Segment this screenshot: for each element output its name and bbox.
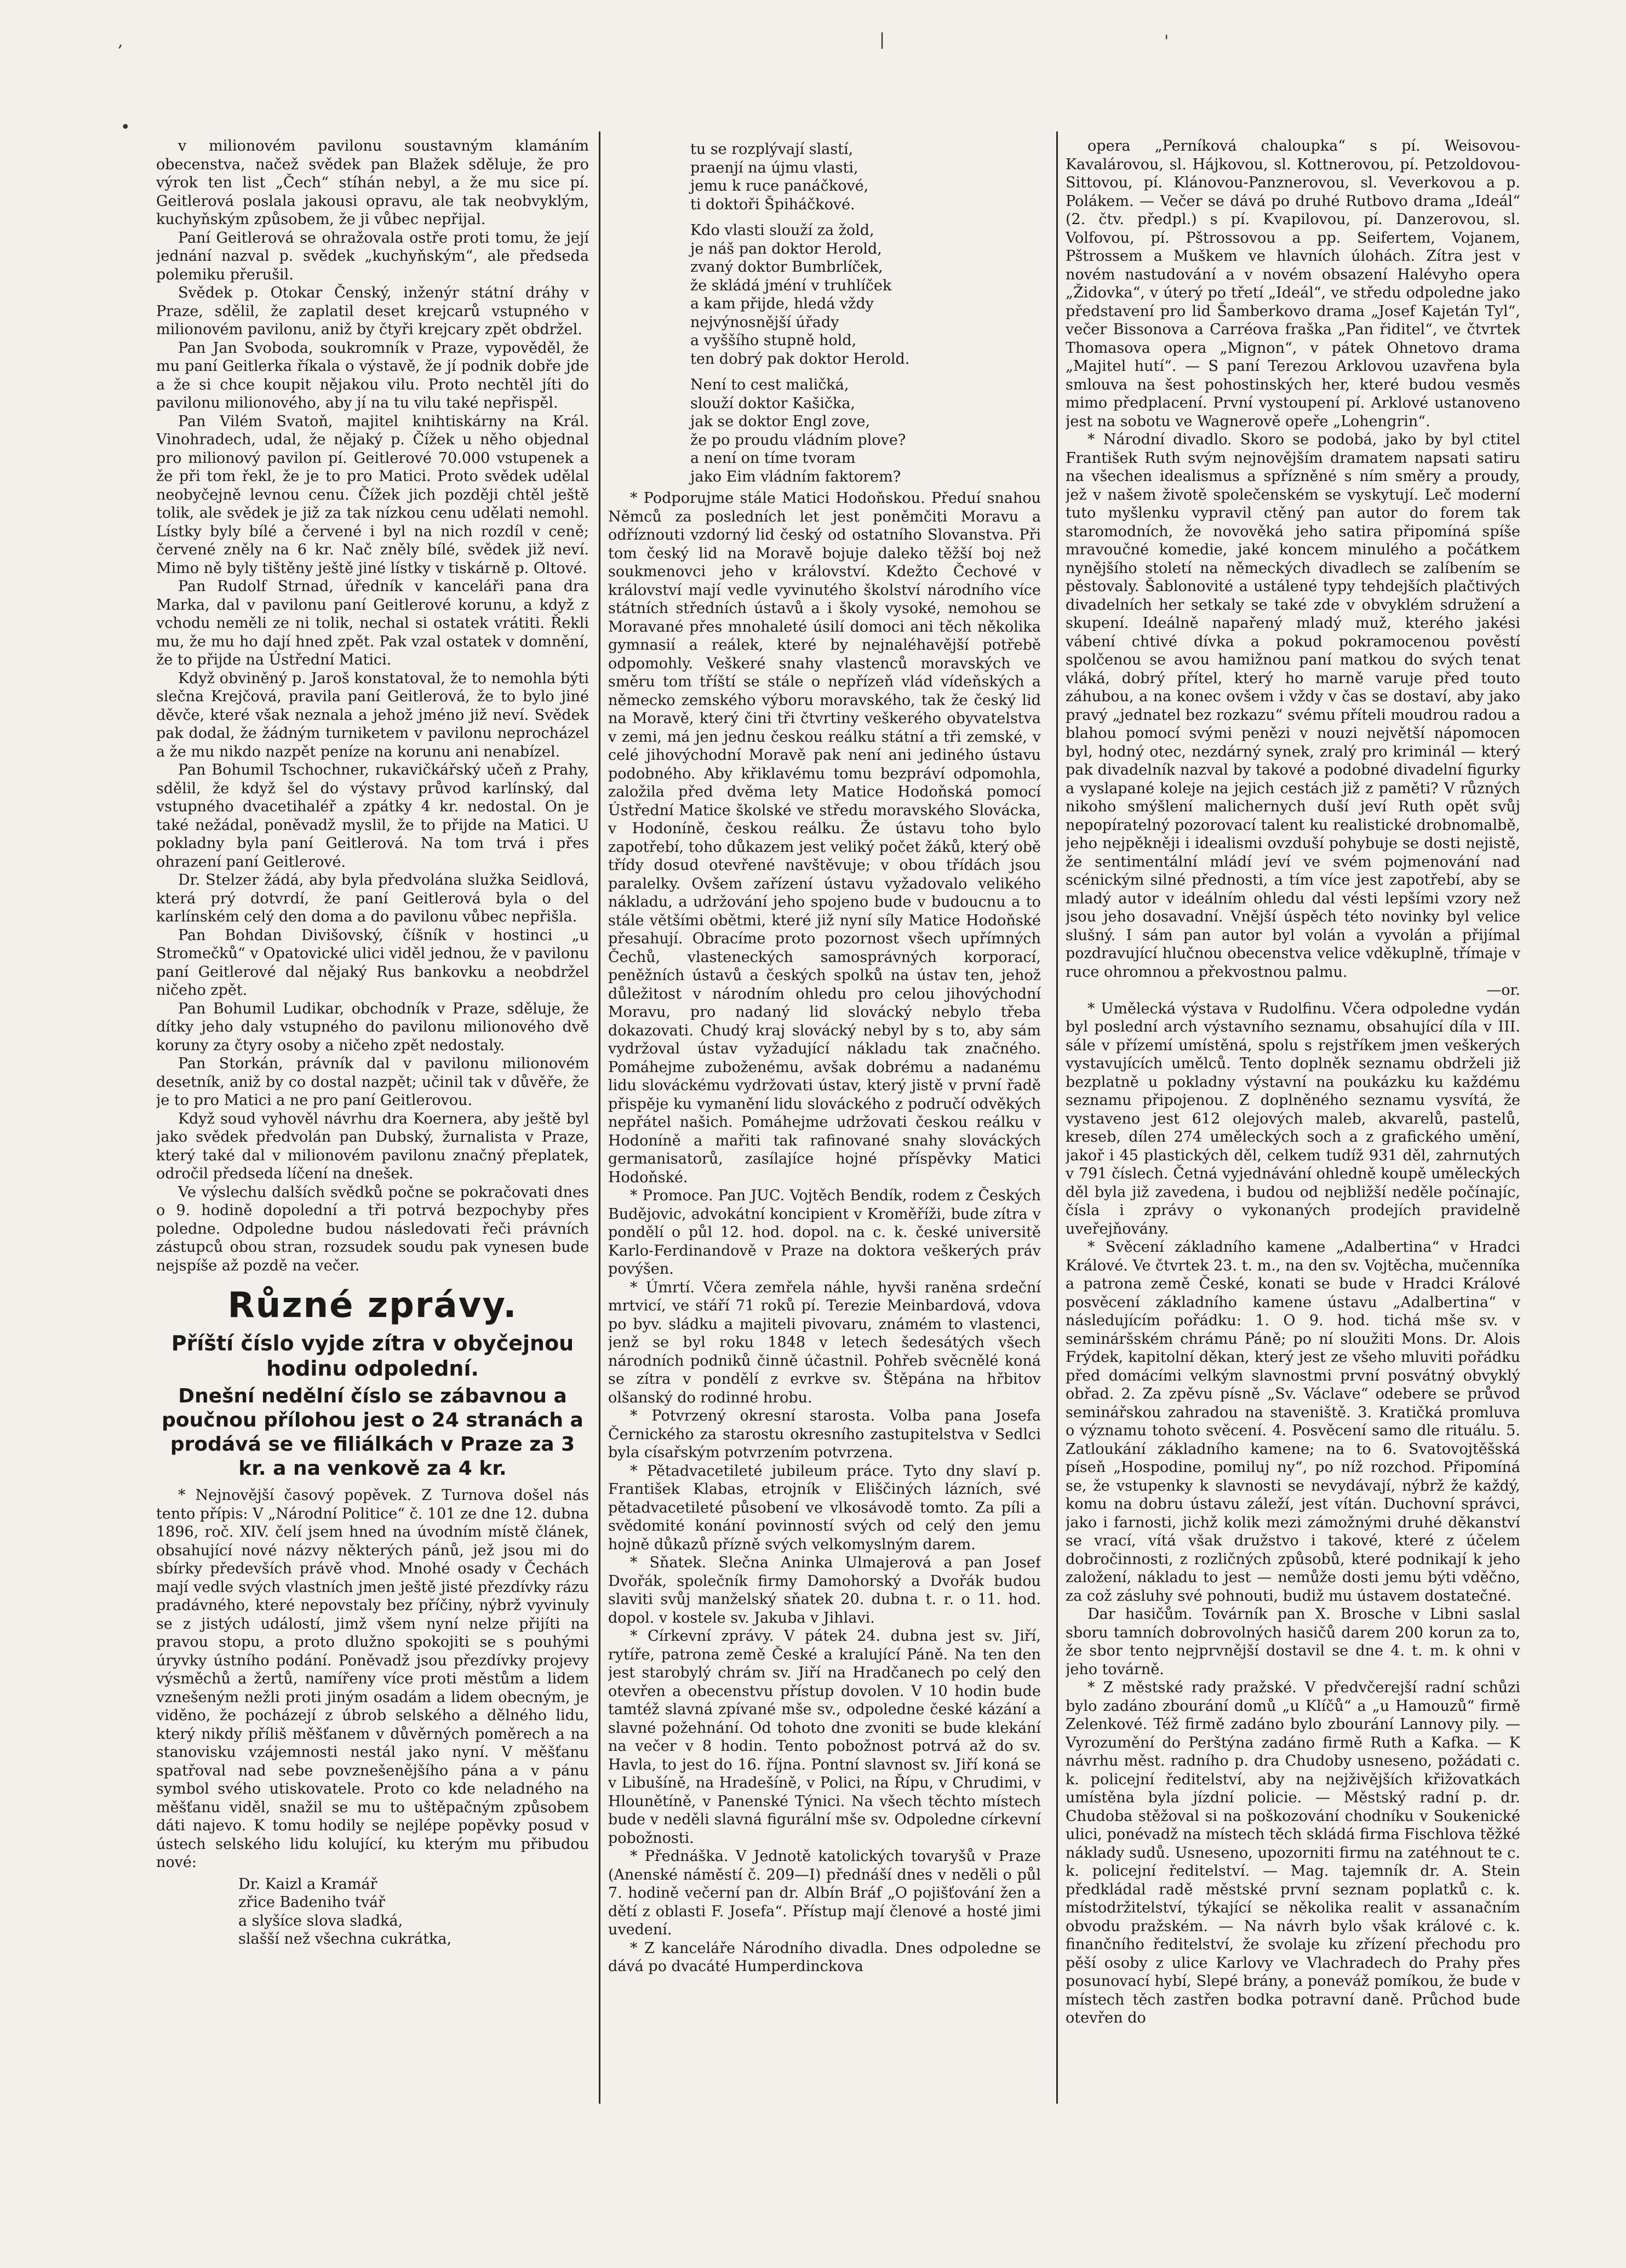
paragraph: * Nejnovější časový popěvek. Z Turnova došel nás tento přípis: V „Národní Politice“ č. 101 ze dne 12. dubna 1896, roč. XIV. čelí jsem hned na úvodním místě článek, obsahující nové názvy některých pánů, jež jsou mi do sbírky předevších právě vhod. Mnohé osady v Čechách mají vedle svých vlastních jmen ještě jisté přezdívky rázu pradávného, které nepovstaly bez příčiny, nýbrž vyvinuly se z jistých událostí, jimž všem nyní nelze přijíti na pravou stopu, a proto dlužno spokojiti se s pouhými úryvky ústního podání. Poněvadž jsou přezdívky projevy výsměchů a žertů, namířeny více proti městům a lidem vznešeným nežli proti jiným osadám a lidem obecným, je viděno, že pocházejí z úbrob selského a dělného lidu, který nikdy příliš měšťanem v důvěrných poměrech a na stanovisku vzájemnosti nestál jako nyní. V měšťanu spatřoval nad sebe povznešenějšího pána a v pánu symbol svého utiskovatele. Proto co kde neladného na měšťanu viděl, snažil se mu to uštěpačným způsobem dáti najevo. K tomu hodily se nejlépe popěvky posud v ústech selského lidu kolující, ku kterým mu přibudou nové: [156, 1487, 589, 1871]
paragraph: * Církevní zprávy. V pátek 24. dubna jest sv. Jiří, rytíře, patrona země České a kralující Páně. Na ten den jest starobylý chrám sv. Jiří na Hradčanech po celý den otevřen a obecenstvu přístup dovolen. V 10 hodin bude tamtéž slavná zpívané mše sv., odpoledne české kázání a slavné požehnání. Od tohoto dne zvoniti se bude klekání na večer v 8 hodin. Tento pobožnost potrvá až do sv. Havla, to jest do 16. října. Pontní slavnost sv. Jiří koná se v Libušíně, na Hradešíně, v Polici, na Řípu, v Chrudimi, v Hlounětíně, v Panenské Týnici. Na všech těchto místech bude v neděli slavná figurální mše sv. Odpoledne církevní pobožnosti. [608, 1628, 1041, 1847]
paragraph: Pan Bohumil Ludikar, obchodník v Praze, sděluje, že dítky jeho daly vstupného do pavilonu milionového dvě koruny za čtyry osoby a ničeho zpět nedostaly. [156, 1000, 589, 1054]
scan-mark: • [121, 118, 130, 137]
poem-line: jako Eim vládním faktorem? [690, 468, 901, 485]
poem-line: a vyššího stupně hold, [690, 332, 857, 349]
poem [690, 376, 1041, 486]
poem-line: praenjí na újmu vlasti, [690, 159, 858, 176]
poem-line: že skládá jméní v truhlíček [690, 277, 892, 294]
poem-line: Není to cest maličká, [690, 376, 849, 393]
poem-line: slouží doktor Kašička, [690, 394, 855, 412]
scan-mark: , [118, 32, 123, 51]
paragraph: * Přednáška. V Jednotě katolických tovaryšů v Praze (Anenské náměstí č. 209—I) přednáší dnes v neděli o půl 7. hodině večerní pan dr. Albín Bráf „O pojišťování žen a dětí z oblasti F. Josefa“. Přístup mají členové a hosté jimi uvedení. [608, 1848, 1041, 1938]
poem [690, 140, 1041, 214]
poem-line: Kdo vlasti slouží za žold, [690, 222, 874, 239]
paragraph: * Umělecká výstava v Rudolfinu. Včera odpoledne vydán byl poslední arch výstavního seznamu, obsahující díla v III. sále v přízemí umístěná, spolu s rejstříkem jmen veškerých vystavujících umělců. Tento doplněk seznamu obdrželi již bezplatně u pokladny výstavní na poukázku ku každému seznamu připojenou. Z doplněného seznamu vysvítá, že vystaveno jest 612 olejových maleb, akvarelů, pastelů, kreseb, dílen 274 uměleckých soch a z grafického umění, jakoř i 45 plastických děl, celkem tudíž 931 děl, zahrnutých v 791 číslech. Četná vyjednávání ohledně koupě uměleckých děl byla již zavedena, i budou od nejbližší neděle počínajíc, čísla i zprávy o vykonaných prodejích pravidelně uveřejňovány. [1066, 1000, 1520, 1238]
paragraph: Pan Storkán, právník dal v pavilonu milionovém desetník, aniž by co dostal nazpět; učinil tak v důvěře, že je to pro Matici a ne pro paní Geitlerovou. [156, 1055, 589, 1109]
paragraph: opera „Perníková chaloupka“ s pí. Weisovou-Kavalárovou, sl. Hájkovou, sl. Kottnerovou, pí. Petzoldovou-Sittovou, pí. Klánovou-Panznerovou, sl. Veverkovou a p. Polákem. — Večer se dává po druhé Rutbovo drama „Ideál“ (2. čtv. předpl.) s pí. Kvapilovou, pí. Danzerovou, sl. Volfovou, pí. Pštrossovou a pp. Seifertem, Vojanem, Pštrossem a Muškem ve hlavních úlohách. Zítra jest v novém nastudování a v novém obsazení Halévyho opera „Židovka“, v úterý po třetí „Ideál“, ve středu odpoledne jako představení pro lid Šamberkovo drama „Josef Kajetán Tyl“, večer Bissonova a Carréova fraška „Pan řiditel“, ve čtvrtek Thomasova opera „Mignon“, v pátek Ohnetovo drama „Majitel hutí“. — S paní Terezou Arklovou uzavřena byla smlouva na šest pohostinských her, které budou vesměs mimo předplacení. První vystoupení pí. Arklové ustanoveno jest na sobotu ve Wagnerově opeře „Lohengrin“. [1066, 138, 1520, 430]
poem-line: slašší než všechna cukrátka, [238, 1931, 452, 1948]
paragraph: Pan Bohumil Tschochner, rukavičkářský učeň z Prahy, sdělil, že když šel do výstavy průvod karlínský, dal vstupného dvacetihaléř a zpátky 4 kr. nedostal. On je také nežádal, poněvadž myslil, že to přijde na Matici. U pokladny byla paní Geitlerová. Na tom trvá i přes ohrazení paní Geitlerové. [156, 761, 589, 870]
poem-line: Dr. Kaizl a Kramář [238, 1875, 377, 1893]
poem-line: a není on tíme tvoram [690, 450, 856, 467]
poem-line: ti doktoři Špiháčkové. [690, 196, 855, 213]
paragraph: v milionovém pavilonu soustavným klamáním obecenstva, načež svědek pan Blažek sděluje, že pro výrok ten list „Čech“ stíhán nebyl, a že mu sice pí. Geitlerová poslala jakousi opravu, ale tak neobvyklým, kuchyňským způsobem, že ji vůbec nepřijal. [156, 138, 589, 228]
column-divider [599, 131, 600, 2104]
poem-line: a slyšíce slova sladká, [238, 1912, 403, 1929]
paragraph: * Úmrtí. Včera zemřela náhle, hyvši raněna srdeční mrtvicí, ve stáří 71 roků pí. Terezie Meinbardová, vdova po byv. sládku a majiteli pivovaru, známém to vlastenci, jenž se byl roku 1848 v letech šedesátých všech národních podniků činně účastnil. Pohřeb svěcnělé koná se zítra v pondělí z evrkve sv. Štěpána na hřbitov olšanský do rodinné hrobu. [608, 1279, 1041, 1406]
paragraph: Svědek p. Otokar Čenský, inženýr státní dráhy v Praze, sdělil, že zaplatil deset krejcarů vstupného v milionovém pavilonu, aniž by čtyři krejcary zpět obdržel. [156, 284, 589, 338]
poem-line: je náš pan doktor Herold, [690, 240, 882, 257]
paragraph: * Z městské rady pražské. V předvčerejší radní schůzi bylo zadáno zbourání domů „u Klíčů“ a „u Hamouzů“ firmě Zelenkové. Též firmě zadáno bylo zbourání Lannovy pily. — Vyrozumění do Perštýna zadáno firmě Ruth a Kafka. — K návrhu měst. radního p. dra Chudoby usneseno, požádati c. k. policejní ředitelství, aby na nejživějších křižovatkách umístěna byla jízdní policie. — Městský radní p. dr. Chudoba stěžoval si na poškozování chodníku v Soukenické ulici, ponévadž na místech těch skládá firma Fischlova těžké náklady sudů. Usneseno, upozorniti firmu na zatéhnout te c. k. policejní ředitelství. — Mag. tajemník dr. A. Stein předkládal radě městské první seznam poplatků c. k. místodržitelství, týkající se několika realit v assanačním obvodu pražském. — Na návrh bylo však králové c. k. finančního ředitelství, že svolaje ku zřízení přechodu pro pěší osoby z ulice Karlovy ve Vlachradech do Prahy přes posunovací hybí, Slepé brány, a poneváž pomíkou, že bude v místech těch zastřen bodka potravní daně. Průchod bude otevřen do [1066, 1679, 1520, 2026]
paragraph: Když soud vyhověl návrhu dra Koernera, aby ještě byl jako svědek předvolán pan Dubský, žurnalista v Praze, který také dal v milionovém pavilonu značný přeplatek, odročil předseda líčení na dnešek. [156, 1110, 589, 1182]
column-1 [156, 137, 589, 2202]
poem-line: jak se doktor Engl zove, [690, 413, 871, 430]
paragraph: Pan Jan Svoboda, soukromník v Praze, vypověděl, že mu paní Geitlerka říkala o výstavě, že jí podnik dobře jde a že si chce koupit nějakou vilu. Proto nechtěl jíti do pavilonu milionového, aby jí na tu vilu také nepřispěl. [156, 339, 589, 411]
poem [690, 221, 1041, 368]
paragraph: * Pětadvacetileté jubileum práce. Tyto dny slaví p. František Klabas, etrojník v Eliščiných lázních, své pětadvacetileté působení ve vlkosávodě tomto. Za píli a svědomité konání povinností svých od celý den jemu hojně důkazů přízně svých velkomyslným darem. [608, 1462, 1041, 1553]
supplement-notice: Dnešní nedělní číslo se zábavnou a poučnou přílohou jest o 24 stranách a prodává se ve filiálkách v Praze za 3 kr. a na venkově za 4 kr. [162, 1385, 583, 1480]
poem-line: a kam přijde, hledá vždy [690, 295, 874, 312]
scan-mark: | [879, 30, 885, 49]
section-title: Různé zprávy. [227, 1285, 518, 1326]
column-divider [1056, 131, 1058, 2104]
poem-line: zvaný doktor Bumbrlíček, [690, 259, 883, 276]
paragraph: * Podporujme stále Matici Hodoňskou. Předuí snahou Němců za posledních let jest poněmčiti Moravu a odříznouti vzdorný lid český od ostatního Slovanstva. Při tom český lid na Moravě bojuje daleko těžší boj než soukmenovci jeho v království. Kdežto Čechové v království mají vedle vyvinutého školství národního více státních středních ústavů a i školy vysoké, nemohou se Moravané přes mnohaleté úsilí domoci ani těch několika gymnasií a reálek, které by nejnaléhavější potřebě odpomohly. Veškeré snahy vlastenců moravských ve směru tom tříští se stále o nepřízeň vlád vídeňských a německo zemského výboru moravského, tak že český lid na Moravě, který čini tři čtvrtiny veškerého obyvatelstva v zemi, má jen jednu českou reálku státní a tři zemské, v celé jihovýchodní Moravě pak není ani jediného ústavu podobného. Aby křiklavému tomu bezpráví odpomohla, založila před dvěma lety Matice Hodoňská pomocí Ústřední Matice školské ve středu moravského Slovácka, v Hodoníně, českou reálku. Že ústavu toho bylo zapotřebí, toho důkazem jest veliký počet žáků, který obě třídy dosud otevřené navštěvuje; v obou třídách jsou paralelky. Ovšem zařízení ústavu vyžadovalo velikého nákladu, a udržování jeho spojeno bude v budoucnu a to stále většími obětmi, které již nyní síly Matice Hodoňské přesahují. Obracíme proto pozornost všech upřímných Čechů, vlasteneckých samosprávných korporací, peněžních ústavů a českých spolků na ústav ten, jehož důležitost v národním ohledu pro celou jihovýchodní Moravu, pro nadaný lid slovácký nebylo třeba dokazovati. Chudý kraj slovácký nebyl by s to, aby sám vydržoval ústav vyžadující nákladu tak značného. Pomáhejme zuboženému, avšak dobrému a nadanému lidu slováckému vydržovati ústav, který jistě v první řadě přispěje ku vymanění lidu slováckého z područí odvěkých nepřátel našich. Pomáhejme udržovati českou reálku v Hodoníně a mařiti tak rafinované snahy slováckých germanisatorů, zasílajíce hojné příspěvky Matici Hodoňské. [608, 490, 1041, 1186]
paragraph: Pan Bohdan Divišovský, číšník v hostinci „u Stromečků“ v Opatovické ulici viděl jednou, že v pavilonu paní Geitlerové dal nějaký Rus bankovku a neobdržel ničeho zpět. [156, 926, 589, 999]
poem-line: nejvýnosnější úřady [690, 313, 839, 331]
paragraph: * Svěcení základního kamene „Adalbertina“ v Hradci Králové. Ve čtvrtek 23. t. m., na den sv. Vojtěcha, mučenníka a patrona země České, konati se bude v Hradci Králové posvěcení základního kamene ústavu „Adalbertina“ v následujícím pořádku: 1. O 9. hod. tichá mše sv. v semináršském chrámu Páně; po ní sloužiti Mons. Dr. Alois Frýdek, kapitolní děkan, který jest ze všeho mluviti pořádku před domácími velkým slavnostmi první posvátný obvyklý obřad. 2. Za zpěvu písně „Sv. Václave“ odebere se průvod seminářskou zahradou na staveniště. 3. Kratičká promluva o významu tohoto svěcení. 4. Posvěcení samo dle rituálu. 5. Zatloukání základního kamene; na to 6. Svatovojtěšská píseň „Hospodine, pomiluj ny“, po níž rozchod. Připomíná se, že vstupenky k slavnosti se nevydávají, nýbrž že každý, komu na dobru ústavu záleží, jest vítán. Duchovní správci, jako i farnosti, jichž kolik mezi zámožnými druhé děkanství se vrací, vítá však družstvo i takové, které z účelem dobročinnosti, z rozličných způsobů, které podnikají k jeho založení, nákladu to jest — nemůže dosti jemu býti vděčno, za což zásluhy své pohnouti, budiž mu ústavem dostatečné. [1066, 1239, 1520, 1605]
paragraph: Paní Geitlerová se ohražovala ostře proti tomu, že její jednání nazval p. svědek „kuchyňským“, ale předseda polemiku přerušil. [156, 229, 589, 283]
poem-line: tu se rozplývají slastí, [690, 141, 854, 158]
paragraph: * Národní divadlo. Skoro se podobá, jako by byl ctitel František Ruth svým nejnovějším dramatem napsati satiru na všechen idealismus a spřízněné s ním směry a proudy, jež v našem životě společenském se vyskytují. Leč moderní tuto myšlenku vypravil ctěný pan autor do forem tak staromodních, že novověká jeho satira připomíná spíše mravoučné komedie, jaké koncem minulého a počátkem nynějšího století na německých divadlech se zalíbením se pěstovaly. Šablonovité a ustálené typy tehdejších plačtivých divadelních her setkaly se také zde v obvyklém sdružení a skupení. Ideálně napařený mladý muž, kterého jakési vábení chtivé dívka a pokud pokramocenou pověstí spolčenou se avou hamižnou paní matkou do svých tenat vláká, dobrý přítel, který ho marně varuje před touto záhubou, a na konec ovšem i vždy v čas se dostaví, aby jako pravý „jednatel bez rozkazu“ svému příteli moudrou radou a blahou pomocí svými penězi v nouzi největší nápomocen byl, hodný otec, nezdárný synek, zralý pro kriminál — který pak divadelník nazval by takové a podobné divadelní figurky a vyslapané koleje na jejich cestách již z paměti? V různých nikoho smýšlení malichernych duší jeví Ruth opět svůj nepopíratelný pozorovací talent ku realistické drobnomalbě, jeho nejpěkněji i idealismi ovzduší pohybuje se dosti nejistě, že sentimentální mládí jeví ve svém pojmenování nad scénickým silné přednosti, a tím více jest zapotřebí, aby se mladý autor v ideálním ohledu dal vésti lepšími vzory než jsou jeho dosavadní. Vnější úspěch této novinky byl velice slušný. I sám pan autor byl volán a vyvolán a přijímal pozdravující hlučnou obecenstva velice vděkuplně, třímaje v ruce ohromnou a překvostnou palmu. [1066, 431, 1520, 981]
paragraph: Pan Vilém Svatoň, majitel knihtiskárny na Král. Vinohradech, udal, že nějaký p. Čížek u něho objednal pro milionový pavilon pí. Geitlerové 70.000 vstupenek a že při tom řekl, že je to pro Matici. Proto svědek udělal neobyčejně levnou cenu. Čížek jich později chtěl ještě tolik, ale svědek je již za tak nízkou cenu udělati nemohl. Lístky byly bílé a červené i byl na nich rozdíl v ceně; červené zněly na 6 kr. Nač zněly bílé, svědek již neví. Mimo ně byly tištěny ještě jiné lístky v tiskárně p. Oltové. [156, 413, 589, 577]
poem-line: ten dobrý pak doktor Herold. [690, 350, 910, 368]
column-3 [1066, 137, 1520, 2202]
paragraph: Když obviněný p. Jaroš konstatoval, že to nemohla býti slečna Krejčová, pravila paní Geitlerová, že to bylo jiné děvče, které však neznala a jehož jméno již neví. Svědek pak dodal, že žádným turniketem v pavilonu neprocházel a že mu nikdo nazpět peníze na korunu ani nenabízel. [156, 669, 589, 760]
paragraph: Ve výslechu dalších svědků počne se pokračovati dnes o 9. hodině dopolední a tři potrvá bezpochyby přes poledne. Odpoledne budou následovati řeči právních zástupců obou stran, rozsudek soudu pak vynesen bude nejspíše až pozdě na večer. [156, 1183, 589, 1274]
paragraph: * Potvrzený okresní starosta. Volba pana Josefa Černického za starostu okresního zastupitelstva v Sedlci byla císařským potvrzením potvrzena. [608, 1407, 1041, 1461]
scan-mark: ' [1164, 32, 1169, 51]
paragraph: * Promoce. Pan JUC. Vojtěch Bendík, rodem z Českých Budějovic, advokátní koncipient v Kroměříži, bude zítra v pondělí o půl 12. hod. dopol. na c. k. české universitě Karlo-Ferdinandově v Praze na doktora veškerých práv povýšen. [608, 1187, 1041, 1278]
author-signature: —or. [1486, 982, 1520, 999]
poem-line: že po proudu vládním plove? [690, 431, 906, 449]
poem-line: zřice Badeniho tvář [238, 1894, 386, 1911]
poem [238, 1875, 589, 1949]
paragraph: Pan Rudolf Strnad, úředník v kanceláři pana dra Marka, dal v pavilonu paní Geitlerové korunu, a když z vchodu neměli ze ni tolik, nechal si ostatek vrátiti. Řekli mu, že mu ho dají hned zpět. Pak vzal ostatek v domnění, že to přijde na Ústřední Matici. [156, 578, 589, 668]
paragraph: Dr. Stelzer žádá, aby byla předvolána služka Seidlová, která prý dotvrdí, že paní Geitlerová byla o del karlínském celý den doma a do pavilonu vůbec nepřišla. [156, 872, 589, 925]
next-issue-notice: Příští číslo vyjde zítra v obyčejnou hodinu odpolední. [171, 1331, 574, 1381]
paragraph: * Z kanceláře Národního divadla. Dnes odpoledne se dává po dvacáté Humperdinckova [608, 1939, 1041, 1975]
paragraph: * Sňatek. Slečna Aninka Ulmajerová a pan Josef Dvořák, společník firmy Damohorský a Dvořák budou slaviti svůj manželský sňatek 20. dubna t. r. o 11. hod. dopol. v kostele sv. Jakuba v Jihlavi. [608, 1554, 1041, 1626]
poem-line: jemu k ruce panáčkové, [690, 177, 869, 194]
column-2 [608, 137, 1041, 2202]
paragraph: Dar hasičům. Továrník pan X. Brosche v Libni saslal sboru tamních dobrovolných hasičů darem 200 korun za to, že sbor tento nejprvnější dostavil se dne 4. t. m. k ohni v jeho továrně. [1066, 1606, 1520, 1678]
